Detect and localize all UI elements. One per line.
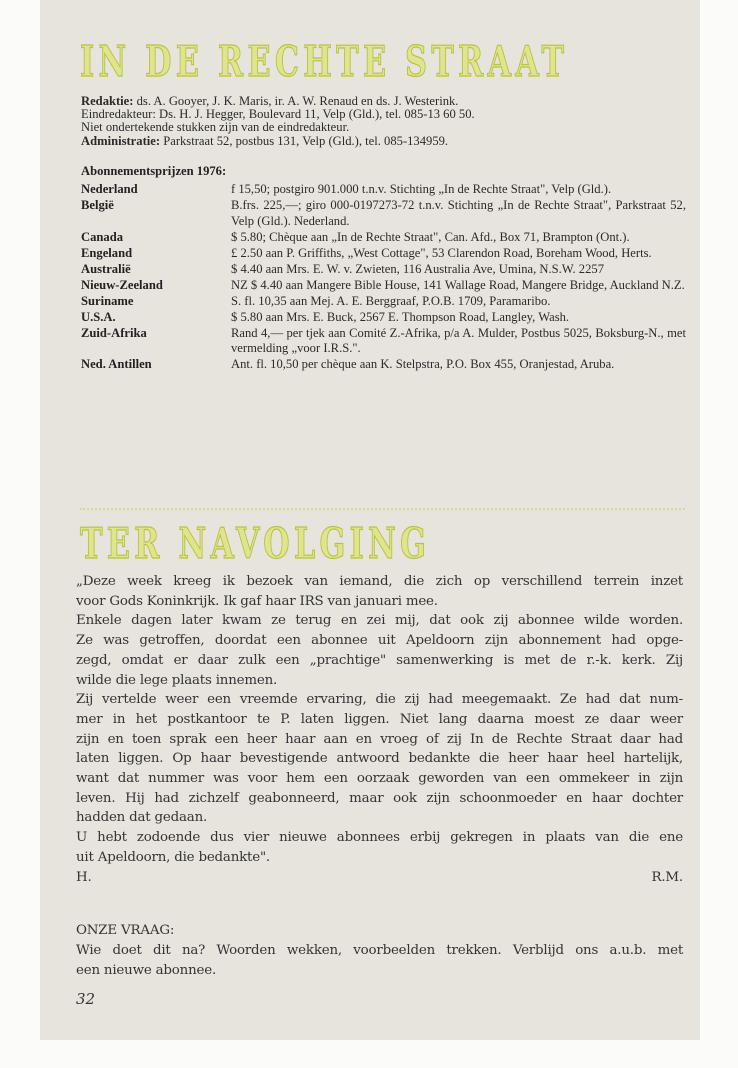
price-country: Australië	[81, 261, 131, 276]
price-country: Canada	[81, 229, 123, 244]
price-details: Ant. fl. 10,50 per chèque aan K. Stelpstra, P.O. Box 455, Oranjestad, Aruba.	[231, 357, 615, 372]
redaktie-text: ds. A. Gooyer, J. K. Maris, ir. A. W. Renaud en ds. J. Westerink.	[136, 94, 459, 108]
article-body	[76, 572, 683, 980]
administratie-text: Parkstraat 52, postbus 131, Velp (Gld.), tel. 085-134959.	[163, 133, 449, 148]
price-row	[81, 357, 686, 373]
text-line: hadden dat gedaan.	[76, 810, 208, 826]
price-row	[81, 326, 686, 357]
eindredakteur-text: Eindredakteur: Ds. H. J. Hegger, Boulevard 11, Velp (Gld.), tel. 085-13 60 50.	[81, 107, 475, 122]
text-line: leven. Hij had zichzelf geabonneerd, maar ook zijn schoonmoeder en haar dochter	[76, 790, 683, 806]
masthead-info	[81, 95, 691, 148]
text-line: Ze was getroffen, doordat een abonnee uit Apeldoorn zijn abonnement had opge-	[76, 633, 683, 649]
text-line: uit Apeldoorn, die bedankte".	[76, 849, 270, 865]
text-line: Wie doet dit na? Woorden wekken, voorbeelden trekken. Verblijd ons a.u.b. met	[76, 942, 683, 958]
price-row	[81, 262, 686, 278]
price-country: Nederland	[81, 182, 138, 196]
text-line: Enkele dagen later kwam ze terug en zei mij, dat ook zij abonnee wilde worden.	[76, 613, 683, 629]
price-country: Suriname	[81, 293, 134, 308]
question-heading: ONZE VRAAG:	[76, 923, 175, 939]
price-details: £ 2.50 aan P. Griffiths, „West Cottage", 53 Clarendon Road, Boreham Wood, Herts.	[231, 245, 652, 260]
administratie-label: Administratie:	[81, 133, 161, 148]
text-line: zegd, omdat er daar zulk een „prachtige" samenwerking is met de r.-k. kerk. Zij	[76, 652, 683, 668]
price-details: f 15,50; postgiro 901.000 t.n.v. Stichting „In de Rechte Straat", Velp (Gld.).	[231, 182, 612, 196]
section-divider	[80, 508, 685, 510]
price-country: Nieuw-Zeeland	[81, 277, 163, 292]
price-country: Ned. Antillen	[81, 357, 152, 372]
price-details: B.frs. 225,—; giro 000-0197273-72 t.n.v. Stichting „In de Rechte Straat", Parkstraat 52, Velp (Gld.). Nederland.	[231, 198, 686, 228]
price-row	[81, 198, 686, 229]
price-details: NZ $ 4.40 aan Mangere Bible House, 141 Wallage Road, Mangere Bridge, Auckland N.Z.	[231, 277, 685, 292]
text-line: zijn en toen sprak een heer haar aan en vroeg of zij In de Rechte Straat daar had	[76, 731, 683, 747]
price-country: Zuid-Afrika	[81, 325, 147, 340]
masthead-note: Niet ondertekende stukken zijn van de eindredakteur.	[81, 120, 350, 135]
article-title: TER NAVOLGING	[80, 519, 431, 568]
price-details: $ 5.80; Chèque aan „In de Rechte Straat", Can. Afd., Box 71, Brampton (Ont.).	[231, 229, 630, 244]
price-country: Engeland	[81, 245, 133, 260]
text-line: laten liggen. Op haar bevestigende antwoord bedankte die heer haar heel hartelijk,	[76, 751, 683, 767]
signature	[76, 868, 683, 888]
redaktie-label: Redaktie:	[81, 94, 134, 108]
price-details: Rand 4,— per tjek aan Comité Z.-Afrika, p/a A. Mulder, Postbus 5025, Boksburg-N., met vermelding „voor I.R.S.".	[231, 325, 686, 356]
price-details: S. fl. 10,35 aan Mej. A. E. Berggraaf, P.O.B. 1709, Paramaribo.	[231, 293, 551, 308]
price-details: $ 4.40 aan Mrs. E. W. v. Zwieten, 116 Australia Ave, Umina, N.S.W. 2257	[231, 261, 604, 276]
price-row	[81, 310, 686, 326]
price-row	[81, 182, 686, 198]
price-row	[81, 278, 686, 294]
prices-title: Abonnementsprijzen 1976:	[81, 164, 227, 178]
question-text	[76, 941, 683, 980]
text-line: mer in het postkantoor te P. laten liggen. Niet lang daarna moest ze daar weer	[76, 711, 683, 727]
signature-left: H.	[76, 869, 92, 885]
text-line: want dat nummer was voor hem een oorzaak geworden van een ommekeer in zijn	[76, 771, 683, 787]
masthead-title: IN DE RECHTE STRAAT	[80, 37, 569, 86]
price-row	[81, 294, 686, 310]
page-number: 32	[76, 990, 96, 1008]
text-line: wilde die lege plaats innemen.	[76, 672, 278, 688]
prices-table	[81, 182, 686, 373]
text-line: voor Gods Koninkrijk. Ik gaf haar IRS van januari mee.	[76, 593, 438, 609]
magazine-page	[40, 0, 700, 1040]
article-text	[76, 572, 683, 868]
signature-right: R.M.	[651, 869, 683, 885]
price-row	[81, 246, 686, 262]
price-row	[81, 230, 686, 246]
text-line: U hebt zodoende dus vier nieuwe abonnees erbij gekregen in plaats van die ene	[76, 830, 683, 846]
text-line: Zij vertelde weer een vreemde ervaring, die zij had meegemaakt. Ze had dat num-	[76, 692, 683, 708]
text-line: een nieuwe abonnee.	[76, 962, 216, 978]
price-country: U.S.A.	[81, 309, 116, 324]
price-country: België	[81, 198, 114, 212]
price-details: $ 5.80 aan Mrs. E. Buck, 2567 E. Thompson Road, Langley, Wash.	[231, 309, 570, 324]
text-line: „Deze week kreeg ik bezoek van iemand, die zich op verschillend terrein inzet	[76, 574, 683, 589]
